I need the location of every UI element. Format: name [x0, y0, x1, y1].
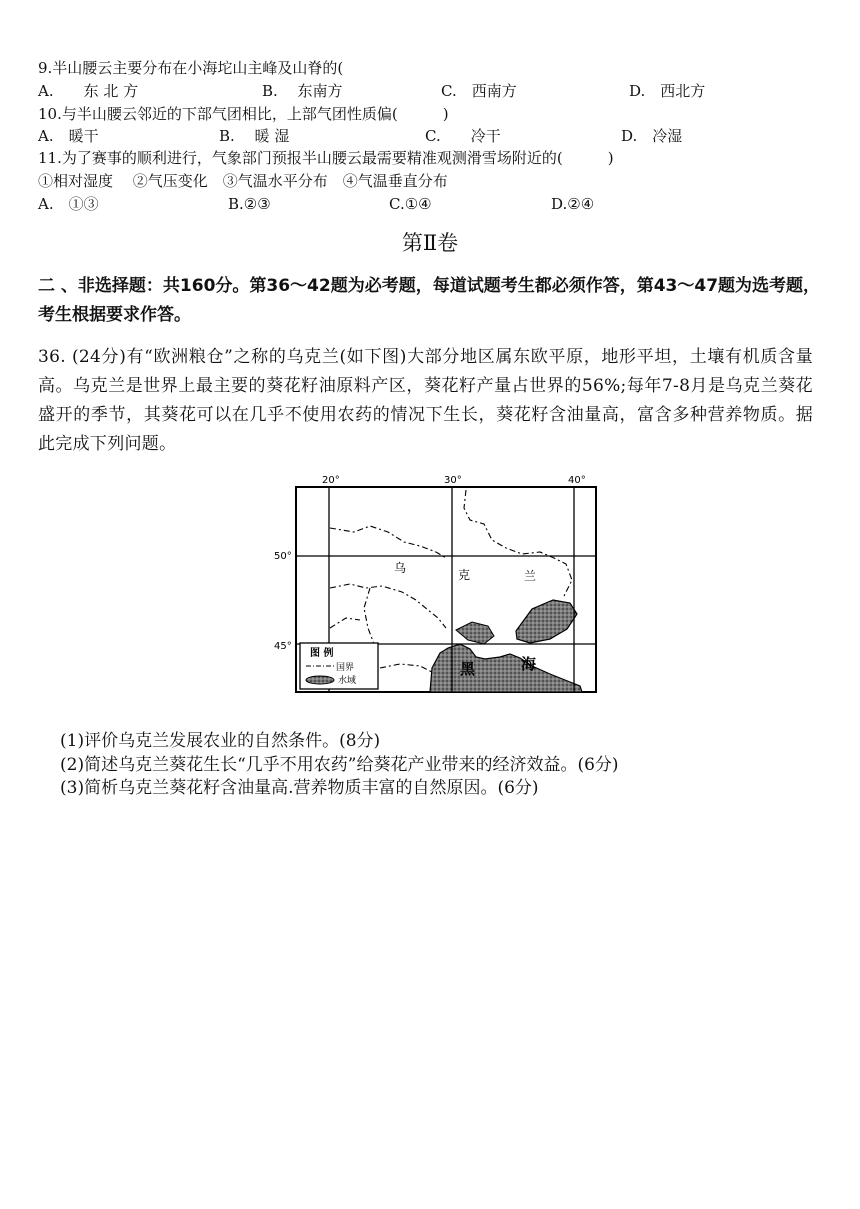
section-instructions: 二 、非选择题：共160分。第36～42题为必考题，每道试题考生都必须作答，第43～47题为选考题，考生根据要求作答。 — [38, 276, 821, 325]
lon-label-40: 40° — [568, 475, 586, 486]
q9-stem: 9.半山腰云主要分布在小海坨山主峰及山脊的( — [38, 59, 344, 77]
lon-label-20: 20° — [322, 475, 340, 486]
lon-label-30: 30° — [444, 475, 462, 486]
country-char-2: 克 — [458, 568, 471, 582]
sea-char-2: 海 — [521, 655, 537, 673]
country-char-1: 乌 — [394, 561, 407, 575]
q36-sub3: (3)简析乌克兰葵花籽含油量高.营养物质丰富的自然原因。(6分) — [60, 778, 539, 798]
q9-option-b: B. 东南方 — [262, 82, 343, 100]
section-title: 第Ⅱ卷 — [401, 231, 459, 255]
lat-label-50: 50° — [274, 551, 292, 562]
sea-char-1: 黑 — [460, 660, 476, 678]
q36-sub1: (1)评价乌克兰发展农业的自然条件。(8分) — [60, 731, 381, 751]
legend-border-label: 国界 — [336, 663, 355, 673]
q10-option-d: D. 冷湿 — [621, 127, 683, 145]
q11-items: ①相对湿度 ②气压变化 ③气温水平分布 ④气温垂直分布 — [38, 172, 448, 190]
q10-option-a: A. 暖干 — [38, 127, 99, 145]
q11-option-d: D.②④ — [551, 195, 595, 213]
lat-label-45: 45° — [274, 641, 292, 652]
legend-water-symbol — [306, 676, 334, 684]
legend-title: 图 例 — [310, 648, 334, 659]
q36-sub2: (2)简述乌克兰葵花生长“几乎不用农药”给葵花产业带来的经济效益。(6分) — [60, 755, 619, 775]
q9-option-c: C. 西南方 — [441, 82, 517, 100]
q10-option-b: B. 暖 湿 — [219, 127, 290, 145]
q11-option-c: C.①④ — [389, 195, 432, 213]
ukraine-map — [270, 468, 610, 703]
q36-text: 36. (24分)有“欧洲粮仓”之称的乌克兰(如下图)大部分地区属东欧平原，地形平坦，土壤有机质含量高。乌克兰是世界上最主要的葵花籽油原料产区，葵花籽产量占世界的56%;每年7-8月是乌克兰葵花盛开的季节，其葵花可以在几乎不使用农药的情况下生长，葵花籽含油量高，富含多种营养物质。据此完成下列问题。 — [38, 347, 813, 454]
legend-water-label: 水域 — [338, 676, 357, 686]
q9-option-d: D. 西北方 — [629, 82, 706, 100]
q10-stem: 10.与半山腰云邻近的下部气团相比，上部气团性质偏( ) — [38, 105, 449, 123]
q11-option-b: B.②③ — [228, 195, 271, 213]
q9-option-a: A. 东 北 方 — [38, 82, 139, 100]
country-char-3: 兰 — [524, 569, 537, 583]
q11-stem: 11.为了赛事的顺利进行，气象部门预报半山腰云最需要精准观测滑雪场附近的( ) — [38, 149, 614, 167]
q10-option-c: C. 冷干 — [425, 127, 501, 145]
q11-option-a: A. ①③ — [38, 195, 99, 213]
